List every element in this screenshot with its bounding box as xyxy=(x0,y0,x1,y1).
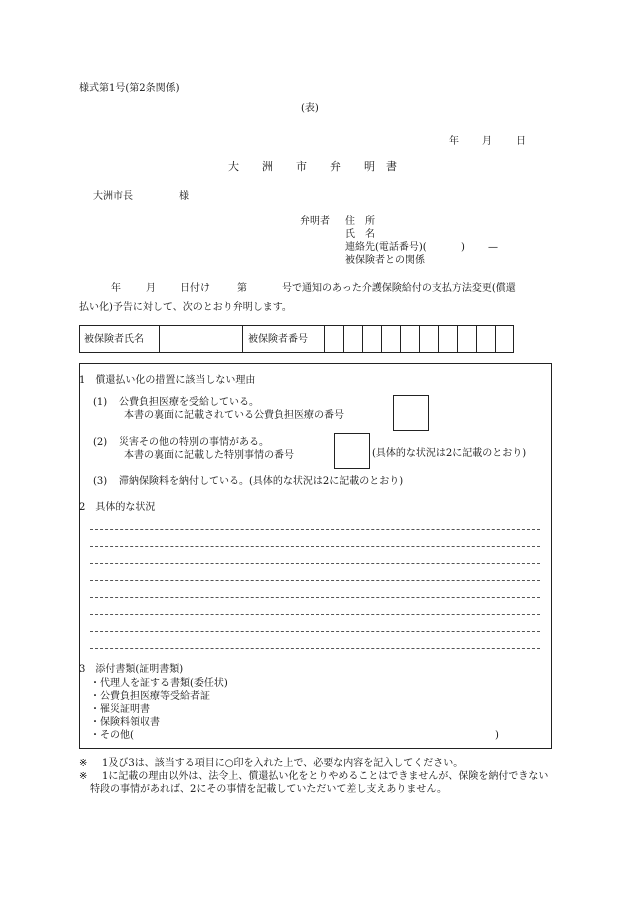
attachment-item: ・公費負担医療等受給者証 xyxy=(90,691,210,702)
reason1-sub: 本書の裏面に記載されている公費負担医療の番号 xyxy=(124,410,344,421)
insured-number-label: 被保険者番号 xyxy=(248,334,308,345)
insured-number-digit-box[interactable] xyxy=(458,326,477,352)
title-char: 弁 xyxy=(330,160,341,173)
details-line[interactable] xyxy=(90,614,540,615)
insured-number-digit-box[interactable] xyxy=(401,326,420,352)
intro-line2: 払い化)予告に対して、次のとおり弁明します。 xyxy=(79,302,292,313)
details-line[interactable] xyxy=(90,648,540,649)
insured-number-digit-box[interactable] xyxy=(382,326,401,352)
note-text: 1及び3は、該当する項目に○印を入れた上で、必要な内容を記入してください。 xyxy=(102,758,464,769)
attachment-item: ・保険料領収書 xyxy=(90,717,160,728)
date-month-label: 月 xyxy=(482,136,492,147)
intro-line1: 号で通知のあった介護保険給付の支払方法変更(償還 xyxy=(282,283,516,294)
attachment-item: ・罹災証明書 xyxy=(90,704,150,715)
insured-number-label-cell xyxy=(243,326,325,352)
details-line[interactable] xyxy=(90,529,540,530)
name-label: 氏 名 xyxy=(345,229,375,240)
date-year-label: 年 xyxy=(449,136,459,147)
insured-name-field[interactable] xyxy=(160,326,243,352)
special-circumstance-number-box[interactable] xyxy=(334,433,370,469)
intro-year: 年 xyxy=(111,283,121,294)
date-day-label: 日 xyxy=(516,136,526,147)
insured-number-digit-box[interactable] xyxy=(477,326,496,352)
insured-name-label-cell xyxy=(80,326,160,352)
note-text: 1に記載の理由以外は、法令上、償還払い化をとりやめることはできませんが、保険を納付できない特段の事情があれば、2にその事情を記載していただいて差し支えありません。 xyxy=(90,771,549,795)
form-number: 様式第1号(第2条関係) xyxy=(79,83,180,94)
insured-name-label: 被保険者氏名 xyxy=(84,334,144,345)
insured-number-digit-box[interactable] xyxy=(325,326,344,352)
attachment-item: ・代理人を証する書類(委任状) xyxy=(90,678,228,689)
intro-number-prefix: 第 xyxy=(237,283,247,294)
details-line[interactable] xyxy=(90,563,540,564)
insured-number-digit-box[interactable] xyxy=(420,326,439,352)
title-char: 市 xyxy=(296,160,307,173)
intro-date-suffix: 日付け xyxy=(180,283,210,294)
note-mark: ※ xyxy=(79,771,88,782)
reason3-text: 滞納保険料を納付している。(具体的な状況は2に記載のとおり) xyxy=(119,476,404,487)
attachment-other-close: ) xyxy=(495,730,499,741)
document-title xyxy=(0,160,630,176)
insured-number-digit-box[interactable] xyxy=(439,326,458,352)
title-char: 大 xyxy=(228,160,239,173)
details-line[interactable] xyxy=(90,546,540,547)
reason2-sub: 本書の裏面に記載した特別事情の番号 xyxy=(124,450,294,461)
section3-heading: 3 添付書類(証明書類) xyxy=(79,664,184,675)
note-mark: ※ xyxy=(79,758,88,769)
details-line[interactable] xyxy=(90,597,540,598)
reason2-side-note: (具体的な状況は2に記載のとおり) xyxy=(372,448,527,459)
section2-heading: 2 具体的な状況 xyxy=(79,502,156,513)
relation-label: 被保険者との関係 xyxy=(345,255,425,266)
insured-number-digit-box[interactable] xyxy=(496,326,514,352)
public-medical-number-box[interactable] xyxy=(393,395,429,431)
reason1-number: (1) xyxy=(93,397,108,408)
insured-number-digit-box[interactable] xyxy=(344,326,363,352)
title-char: 書 xyxy=(386,160,397,173)
contact-dash: — xyxy=(488,242,498,253)
addressee: 大洲市長 xyxy=(93,191,133,202)
details-line[interactable] xyxy=(90,631,540,632)
insured-id-table xyxy=(79,325,514,353)
details-line[interactable] xyxy=(90,580,540,581)
section1-heading: 1 償還払い化の措置に該当しない理由 xyxy=(79,375,256,386)
reason2-text: 災害その他の特別の事情がある。 xyxy=(119,437,269,448)
form-side-label: (表) xyxy=(301,103,319,114)
applicant-label: 弁明者 xyxy=(300,216,330,227)
insured-number-digit-box[interactable] xyxy=(363,326,382,352)
intro-month: 月 xyxy=(146,283,156,294)
title-char: 明 xyxy=(364,160,375,173)
reason2-number: (2) xyxy=(93,437,108,448)
reason3-number: (3) xyxy=(93,476,108,487)
contact-label: 連絡先(電話番号)( xyxy=(345,242,427,253)
address-label: 住 所 xyxy=(345,216,375,227)
contact-close: ) xyxy=(461,242,465,253)
attachment-item: ・その他( xyxy=(90,730,134,741)
addressee-honorific: 様 xyxy=(179,191,189,202)
title-char: 洲 xyxy=(262,160,273,173)
reason1-text: 公費負担医療を受給している。 xyxy=(119,397,259,408)
